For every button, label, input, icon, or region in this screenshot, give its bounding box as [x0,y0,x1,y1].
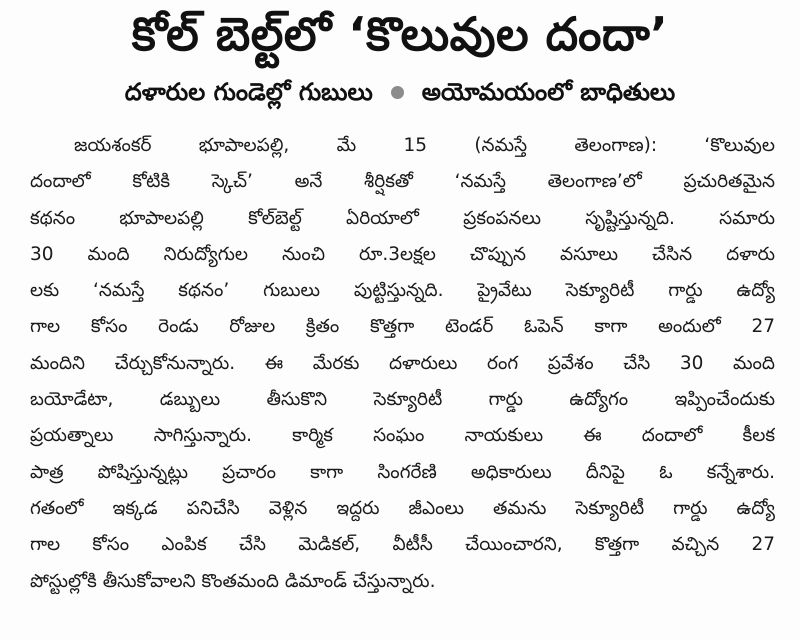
body-line: జయశంకర్‌ భూపాలపల్లి, మే 15 (నమస్తే తెలంగాణ): ‘కొలువుల [74,135,775,156]
subheadline-left: దళారుల గుండెల్లో గుబులు [124,78,373,106]
body-line: మందిని చేర్చుకోనున్నారు. ఈ మేరకు దళారులు రంగ ప్రవేశం చేసి 30 మంది [30,352,775,374]
subheadline-right: అయోమయంలో బాధితులు [421,78,676,106]
body-line: దందాలో కోటికి స్కెచ్‌’ అనే శీర్షికతో ‘నమస్తే తెలంగాణ’లో ప్రచురితమైన [30,171,775,193]
body-line: ప్రయత్నాలు సాగిస్తున్నారు. కార్మిక సంఘం నాయకులు ఈ దందాలో కీలక [30,425,775,447]
body-line: గాల కోసం ఎంపిక చేసి మెడికల్‌, వీటీసీ చేయించారని, కొత్తగా వచ్చిన 27 [30,534,775,556]
body-line: లకు ‘నమస్తే కథనం’ గుబులు పుట్టిస్తున్నది. ప్రైవేటు సెక్యూరిటీ గార్డు ఉద్యో [30,280,775,302]
body-line: బయోడేటా, డబ్బులు తీసుకొని సెక్యూరిటీ గార్డు ఉద్యోగం ఇప్పించేందుకు [30,389,775,411]
body-line: గాల కోసం రెండు రోజుల క్రితం కొత్తగా టెండర్‌ ఓపెన్‌ కాగా అందులో 27 [30,316,775,338]
bullet-separator-icon [391,86,404,99]
body-line: 30 మంది నిరుద్యోగుల నుంచి రూ.3లక్షల చొప్పున వసూలు చేసిన దళారు [30,243,775,265]
body-line: గతంలో ఇక్కడ పనిచేసి వెళ్లిన ఇద్దరు జీఎంలు తమను సెక్యూరిటీ గార్డు ఉద్యో [30,497,775,519]
headline: కోల్‌ బెల్ట్‌లో ‘కొలువుల దందా’ [131,7,669,61]
subheadline [0,72,800,112]
body-line: పాత్ర పోషిస్తున్నట్లు ప్రచారం కాగా సింగరేణి అధికారులు దీనిపై ఓ కన్నేశారు. [30,461,775,483]
article-body [30,128,775,600]
body-line: పోస్టుల్లోకి తీసుకోవాలని కొంతమంది డిమాండ్‌ చేస్తున్నారు. [30,570,436,592]
body-line: కథనం భూపాలపల్లి కోల్‌బెల్ట్‌ ఏరియాలో ప్రకంపనలు సృష్టిస్తున్నది. సమారు [30,207,775,229]
